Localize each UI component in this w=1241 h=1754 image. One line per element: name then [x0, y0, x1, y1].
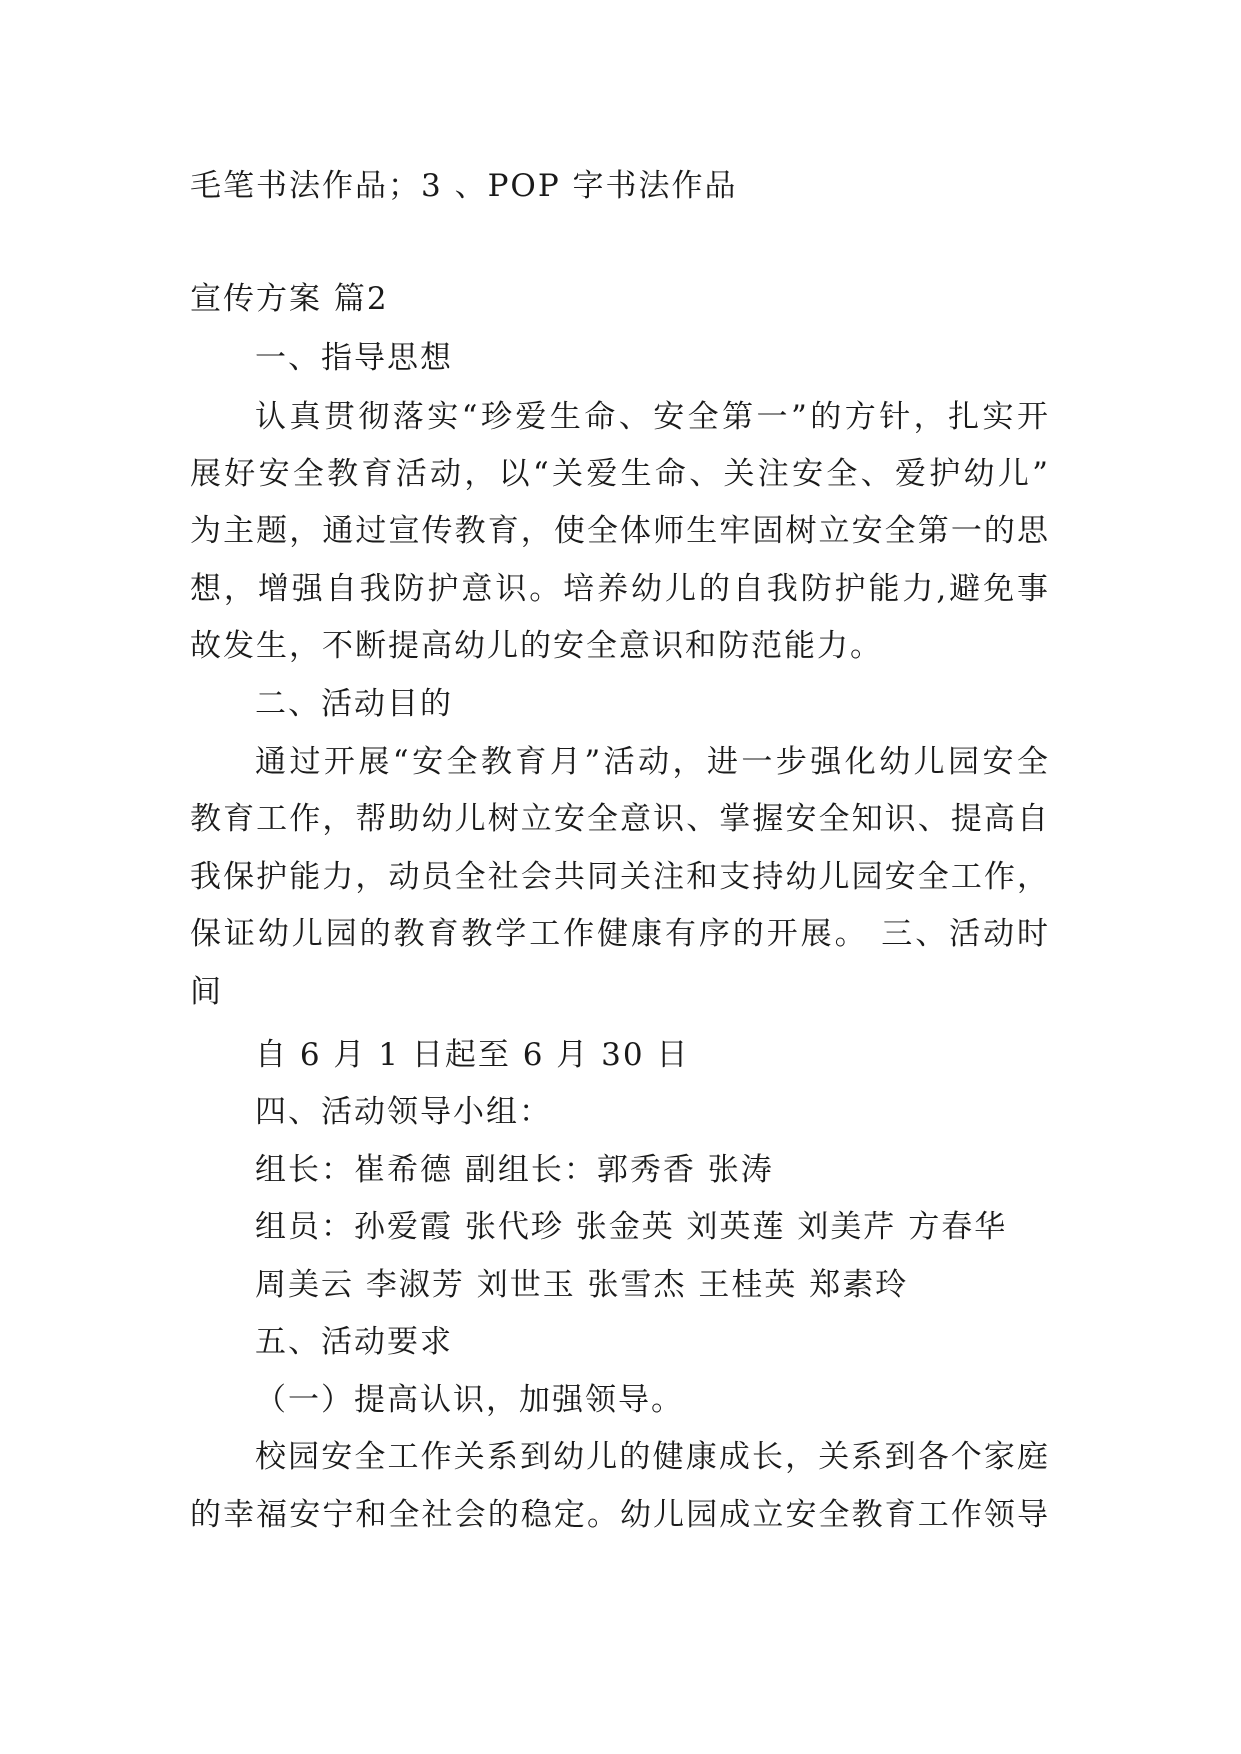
text-line: 毛笔书法作品；3 、POP 字书法作品: [190, 168, 738, 204]
subheading-activity-purpose: 二、活动目的: [255, 686, 453, 722]
paragraph-line: 为主题，通过宣传教育，使全体师生牢固树立安全第一的思: [190, 513, 1050, 549]
subheading-activity-requirements: 五、活动要求: [255, 1324, 453, 1360]
subheading-guiding-thought: 一、指导思想: [255, 340, 453, 376]
paragraph-line: 认真贯彻落实“珍爱生命、安全第一”的方针，扎实开: [255, 399, 1050, 435]
paragraph-line: 教育工作，帮助幼儿树立安全意识、掌握安全知识、提高自: [190, 801, 1050, 837]
paragraph-line: 间: [190, 974, 223, 1010]
paragraph-line: 我保护能力，动员全社会共同关注和支持幼儿园安全工作，: [190, 859, 1050, 895]
paragraph-line: 校园安全工作关系到幼儿的健康成长，关系到各个家庭: [255, 1439, 1050, 1475]
group-members-continued: 周美云 李淑芳 刘世玉 张雪杰 王桂英 郑素玲: [255, 1267, 909, 1303]
section-heading: 宣传方案 篇2: [190, 281, 389, 317]
group-members: 组员：孙爱霞 张代珍 张金英 刘英莲 刘美芹 方春华: [255, 1209, 1008, 1245]
paragraph-line: 的幸福安宁和全社会的稳定。幼儿园成立安全教育工作领导: [190, 1497, 1050, 1533]
paragraph-line: 保证幼儿园的教育教学工作健康有序的开展。 三、活动时: [190, 916, 1050, 952]
paragraph-line: 通过开展“安全教育月”活动，进一步强化幼儿园安全: [255, 744, 1050, 780]
paragraph-line: 展好安全教育活动，以“关爱生命、关注安全、爱护幼儿”: [190, 456, 1050, 492]
subheading-leadership-group: 四、活动领导小组：: [255, 1094, 552, 1130]
paragraph-line: 故发生，不断提高幼儿的安全意识和防范能力。: [190, 628, 883, 664]
paragraph-line: 想，增强自我防护意识。培养幼儿的自我防护能力,避免事: [190, 571, 1050, 607]
activity-dates: 自 6 月 1 日起至 6 月 30 日: [255, 1037, 690, 1073]
sub-subheading: （一）提高认识，加强领导。: [255, 1382, 684, 1418]
group-leaders: 组长：崔希德 副组长：郭秀香 张涛: [255, 1152, 774, 1188]
